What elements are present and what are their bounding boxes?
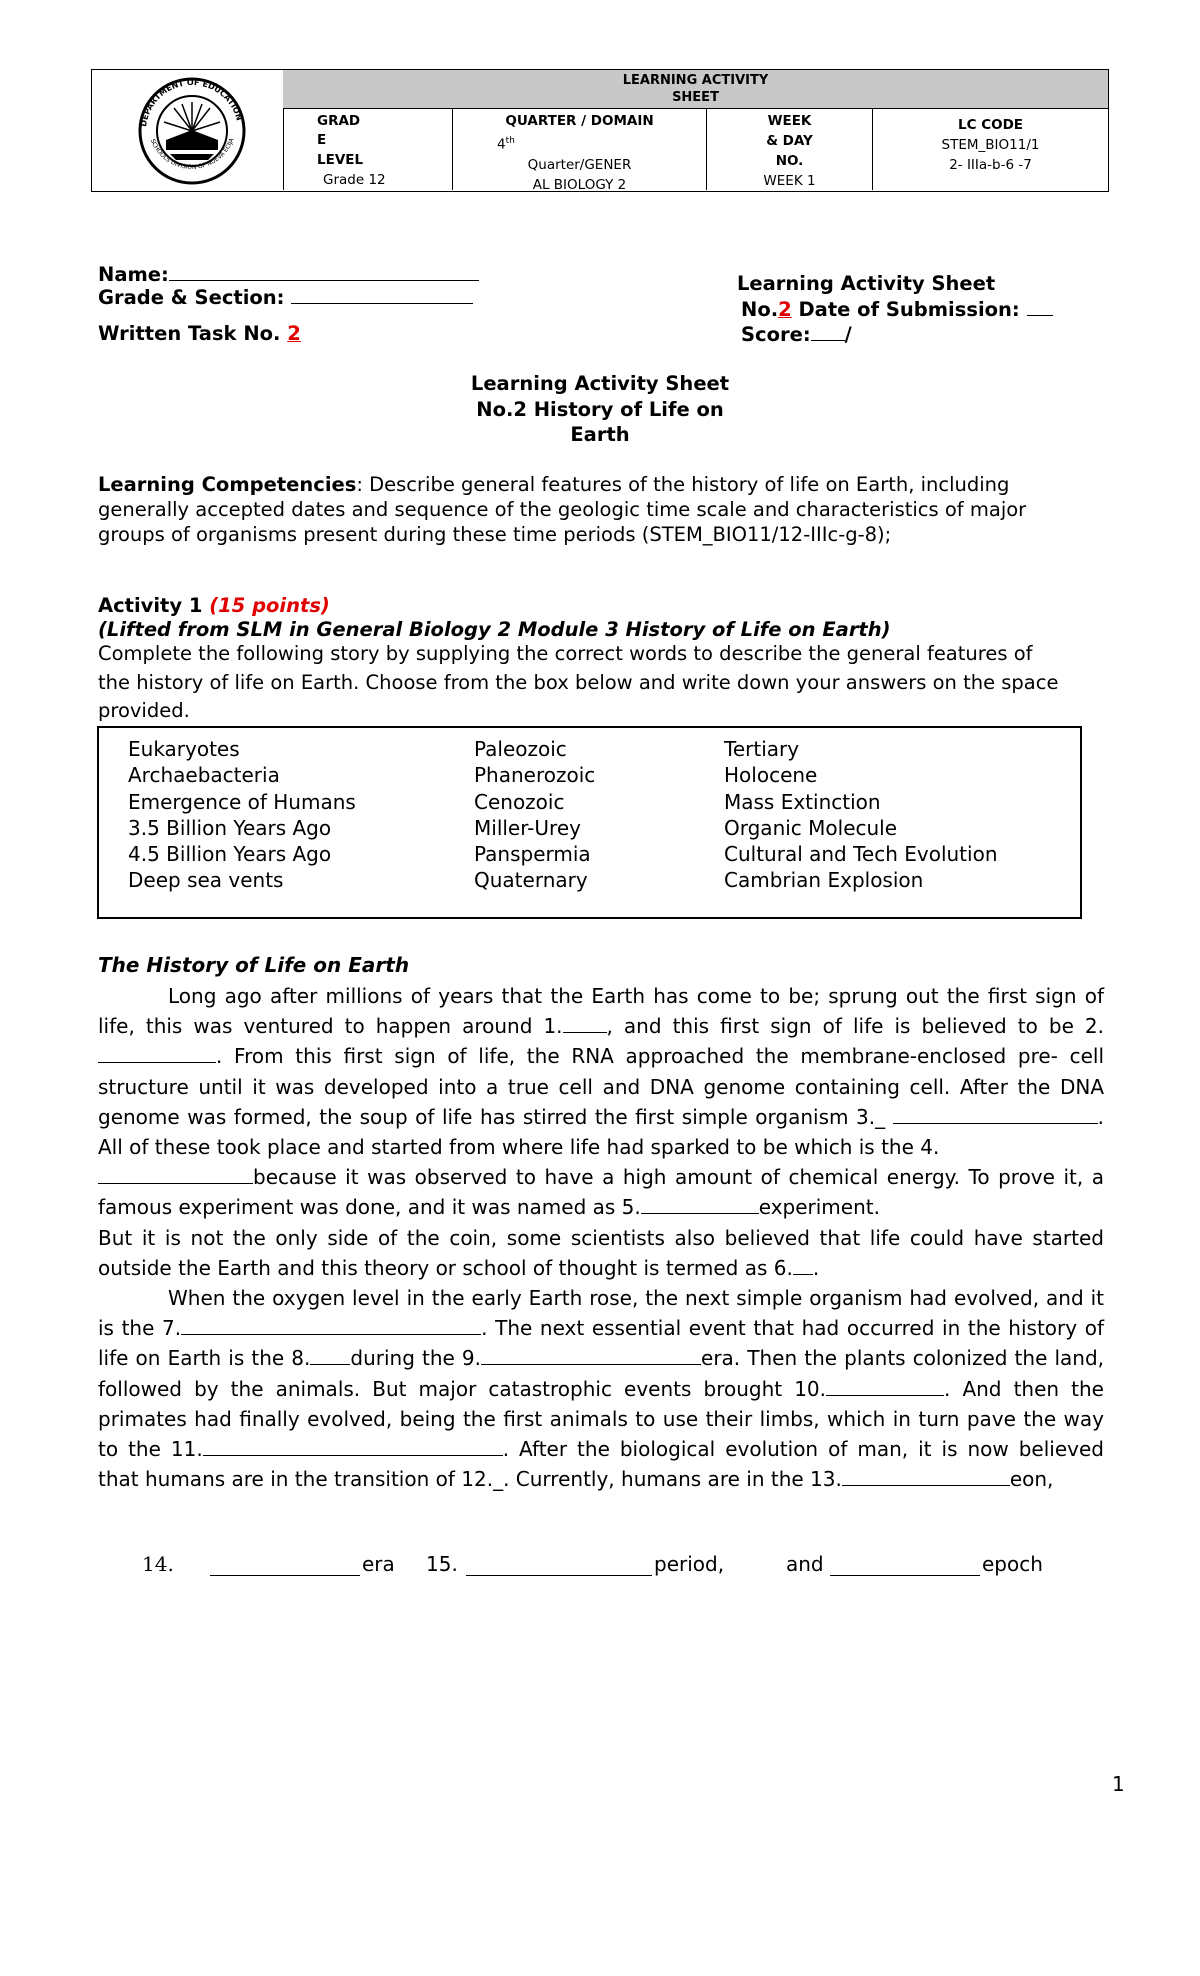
quarter-value-1: Quarter/GENER xyxy=(527,156,632,173)
story-text: Long ago after millions of years that the Earth has come to be; sprung out the first sign of life, this was ventured to happen around 1. xyxy=(98,984,1104,1039)
lc-value-2: 2- IIIa-b-6 -7 xyxy=(949,157,1032,173)
story-text: during the 9. xyxy=(350,1346,482,1371)
item-14-suffix: era xyxy=(362,1552,395,1576)
quarter-num: 4 xyxy=(497,136,506,153)
header-table xyxy=(91,69,1109,192)
sheet-title-cell xyxy=(283,70,1108,109)
story-text: _ xyxy=(493,1467,504,1492)
item-15-epoch: epoch xyxy=(982,1552,1043,1576)
story-text: _ xyxy=(875,1104,886,1129)
grade-section-blank[interactable] xyxy=(291,285,473,304)
no-label: No. xyxy=(741,298,779,321)
word-bank-item: Phanerozoic xyxy=(474,763,596,788)
story-text: . From this first sign of life, the RNA approached the membrane-enclosed pre- cell structure until it was developed into a true cell and DNA genome containing cell. After the DNA genome was formed, the soup of life has stirred the first simple organism 3. xyxy=(98,1044,1104,1129)
item-15-suffix: period, xyxy=(654,1552,725,1576)
week-day-cell xyxy=(707,109,873,190)
story-title: The History of Life on Earth xyxy=(98,953,410,977)
name-label: Name: xyxy=(98,263,169,286)
story-text: . The next essential event that had occurred in the history of life on Earth is the 8. xyxy=(98,1316,1104,1371)
written-task-no: 2 xyxy=(287,322,301,345)
story-text: But it is not the only side of the coin, some scientists also believed that life could have started outside the Earth and this theory or school of thought is termed as 6. xyxy=(98,1225,1104,1280)
story-paragraph-3 xyxy=(98,1283,1104,1494)
item-15-and: and xyxy=(786,1552,824,1576)
story-body xyxy=(98,981,1104,1494)
answer-blank-14[interactable] xyxy=(210,1555,360,1576)
word-bank-item: Emergence of Humans xyxy=(128,789,356,814)
word-bank-item: Deep sea vents xyxy=(128,868,284,893)
score-blank[interactable] xyxy=(811,322,845,341)
activity-instructions: Complete the following story by supplying the correct words to describe the general features of the history of life on Earth. Choose from the box below and write down your answers on the space provided. xyxy=(98,642,1059,722)
word-bank-item: 3.5 Billion Years Ago xyxy=(128,815,332,840)
seal-text-top: DEPARTMENT OF EDUCATION xyxy=(139,77,244,128)
word-bank-item: Paleozoic xyxy=(474,737,567,761)
lc-value-1: STEM_BIO11/1 xyxy=(941,137,1040,153)
answer-blank-5[interactable] xyxy=(641,1193,759,1214)
sheet-title-line2: SHEET xyxy=(672,90,719,105)
answer-blank-7[interactable] xyxy=(181,1314,481,1335)
no-value: 2 xyxy=(778,298,792,321)
deped-seal-logo xyxy=(132,76,252,186)
word-bank-item: Holocene xyxy=(724,763,818,788)
written-task-line xyxy=(98,322,301,345)
quarter-domain-cell xyxy=(453,109,707,193)
learning-competencies xyxy=(98,472,1058,548)
story-text: era. Then the plants colonized the land, followed by the animals. But major catastrophic events brought 10. xyxy=(98,1346,1105,1401)
word-bank-item: Organic Molecule xyxy=(724,815,898,840)
word-bank-box xyxy=(97,726,1082,919)
word-bank-item: Miller-Urey xyxy=(474,815,581,840)
story-text: When the oxygen level in the early Earth rose, the next simple organism had evolved, and it is the 7. xyxy=(98,1286,1104,1341)
word-bank-item: Cultural and Tech Evolution xyxy=(724,842,998,867)
word-bank-item: Cenozoic xyxy=(474,789,565,814)
answer-blank-3[interactable] xyxy=(893,1103,1098,1124)
date-blank[interactable] xyxy=(1027,297,1053,316)
answer-blank-8[interactable] xyxy=(310,1344,350,1365)
name-blank[interactable] xyxy=(169,262,479,281)
word-bank-item: Cambrian Explosion xyxy=(724,868,924,893)
activity-label: Activity 1 xyxy=(98,594,210,617)
lc-code-cell xyxy=(873,109,1108,190)
activity-heading xyxy=(98,594,330,617)
week-label-3: NO. xyxy=(775,153,804,169)
answer-blank-4[interactable] xyxy=(98,1163,253,1184)
title-line3: Earth xyxy=(570,423,630,446)
title-line2: No.2 History of Life on xyxy=(476,397,724,421)
written-task-label: Written Task No. xyxy=(98,322,288,345)
word-bank-col3 xyxy=(724,736,998,894)
word-bank-item: Mass Extinction xyxy=(724,789,881,814)
quarter-sup: th xyxy=(505,136,515,146)
grade-label-3: LEVEL xyxy=(317,152,364,168)
competencies-text: : Describe general features of the history of life on Earth, including generally accepted dates and sequence of the geologic time scale and characteristics of major groups of organisms present during these time periods (STEM_BIO11/12-IIIc-g-8); xyxy=(98,473,1027,547)
document-title xyxy=(0,371,1200,448)
week-label-1: WEEK xyxy=(767,113,812,129)
story-text: . And then the primates had finally evolved, being the first animals to use their limbs, which in turn pave the way to the 11. xyxy=(98,1376,1104,1462)
word-bank-item: Quaternary xyxy=(474,868,588,893)
item-15-label: 15. xyxy=(426,1552,458,1576)
word-bank-col1 xyxy=(128,736,356,894)
answer-blank-9[interactable] xyxy=(481,1344,701,1365)
story-text: , and this first sign of life is believed to be 2. xyxy=(606,1014,1105,1039)
quarter-label: QUARTER / DOMAIN xyxy=(505,113,654,129)
week-value: WEEK 1 xyxy=(763,173,816,189)
word-bank-item: 4.5 Billion Years Ago xyxy=(128,842,332,867)
submission-line[interactable] xyxy=(741,297,1053,321)
logo-cell xyxy=(92,70,284,190)
story-text: . xyxy=(812,1255,820,1280)
grade-level-cell xyxy=(283,109,453,190)
activity-points: (15 points) xyxy=(209,594,330,617)
date-label: Date of Submission: xyxy=(791,298,1027,321)
name-field[interactable] xyxy=(98,262,479,286)
story-text: because it was observed to have a high amount of chemical energy. To prove it, a famous experiment was done, and it was named as 5. xyxy=(98,1165,1104,1220)
lc-label: LC CODE xyxy=(957,117,1024,133)
answer-blank-15[interactable] xyxy=(466,1555,652,1576)
quarter-value-2: AL BIOLOGY 2 xyxy=(532,176,627,193)
grade-label-2: E xyxy=(317,132,327,148)
grade-section-field[interactable] xyxy=(98,285,473,309)
word-bank-item: Archaebacteria xyxy=(128,763,280,788)
story-text: . All of these took place and started from where life had sparked to be which is the 4. xyxy=(98,1104,1104,1160)
answer-blank-epoch[interactable] xyxy=(830,1555,980,1576)
answer-blank-13[interactable] xyxy=(842,1465,1010,1486)
las-label: Learning Activity Sheet xyxy=(737,272,996,295)
competencies-label: Learning Competencies xyxy=(98,473,357,496)
score-label: Score: xyxy=(741,323,811,346)
story-paragraph-2 xyxy=(98,1223,1104,1283)
grade-value: Grade 12 xyxy=(323,172,386,188)
word-bank-item: Panspermia xyxy=(474,842,591,867)
sheet-title-line1: LEARNING ACTIVITY xyxy=(622,73,769,88)
answer-blank-6[interactable] xyxy=(793,1254,813,1275)
seal-text-side: SCHOOLS DIVISION OF NUEVA ECIJA xyxy=(148,137,236,171)
word-bank-item: Eukaryotes xyxy=(128,737,240,761)
week-label-2: & DAY xyxy=(766,133,813,149)
score-line[interactable] xyxy=(741,322,852,346)
grade-section-label: Grade & Section: xyxy=(98,286,292,309)
word-bank-col2 xyxy=(474,736,595,894)
story-text: . Currently, humans are in the 13. xyxy=(503,1467,842,1492)
page-number: 1 xyxy=(1112,1772,1125,1796)
story-text: . After the biological evolution of man, it is now believed that humans are in the transition of 12. xyxy=(98,1437,1104,1492)
score-suffix: / xyxy=(844,323,852,346)
answer-blank-2[interactable] xyxy=(98,1042,216,1063)
title-line1: Learning Activity Sheet xyxy=(470,372,730,395)
answer-blank-11[interactable] xyxy=(203,1435,503,1456)
story-text: experiment. xyxy=(758,1195,880,1220)
grade-label-1: GRAD xyxy=(317,113,361,129)
word-bank-item: Tertiary xyxy=(724,737,800,761)
answer-blank-1[interactable] xyxy=(563,1012,607,1033)
story-paragraph-1 xyxy=(98,981,1104,1223)
activity-source: (Lifted from SLM in General Biology 2 Module 3 History of Life on Earth) xyxy=(98,618,891,641)
item-14-label: 14. xyxy=(142,1552,174,1576)
answer-blank-10[interactable] xyxy=(826,1375,944,1396)
story-text: eon, xyxy=(1009,1467,1054,1492)
